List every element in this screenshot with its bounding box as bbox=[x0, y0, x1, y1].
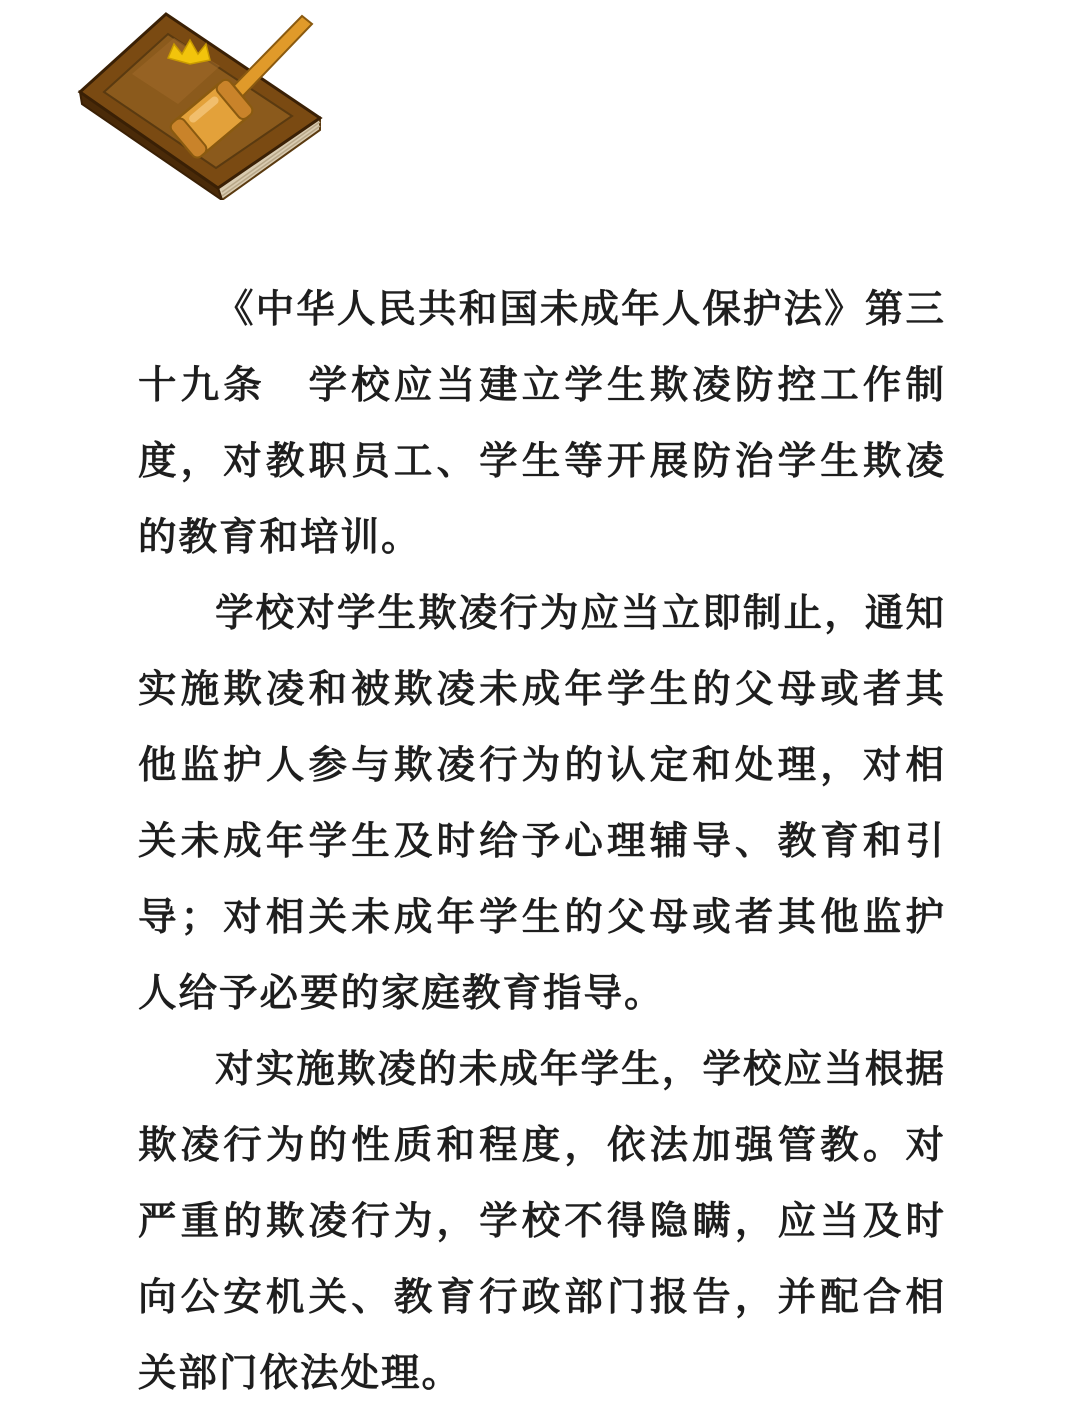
article-paragraph-3: 对实施欺凌的未成年学生，学校应当根据欺凌行为的性质和程度，依法加强管教。对严重的欺凌行为，学校不得隐瞒，应当及时向公安机关、教育行政部门报告，并配合相关部门依法处理。 bbox=[138, 1047, 946, 1396]
article-paragraph-1: 《中华人民共和国未成年人保护法》第三十九条 学校应当建立学生欺凌防控工作制度，对教职员工、学生等开展防治学生欺凌的教育和培训。 bbox=[138, 287, 946, 560]
article-paragraph-2: 学校对学生欺凌行为应当立即制止，通知实施欺凌和被欺凌未成年学生的父母或者其他监护人参与欺凌行为的认定和处理，对相关未成年学生及时给予心理辅导、教育和引导；对相关未成年学生的父母或者其他监护人给予必要的家庭教育指导。 bbox=[138, 591, 946, 1016]
law-book-gavel-icon bbox=[70, 0, 330, 200]
article-text bbox=[138, 272, 946, 1412]
